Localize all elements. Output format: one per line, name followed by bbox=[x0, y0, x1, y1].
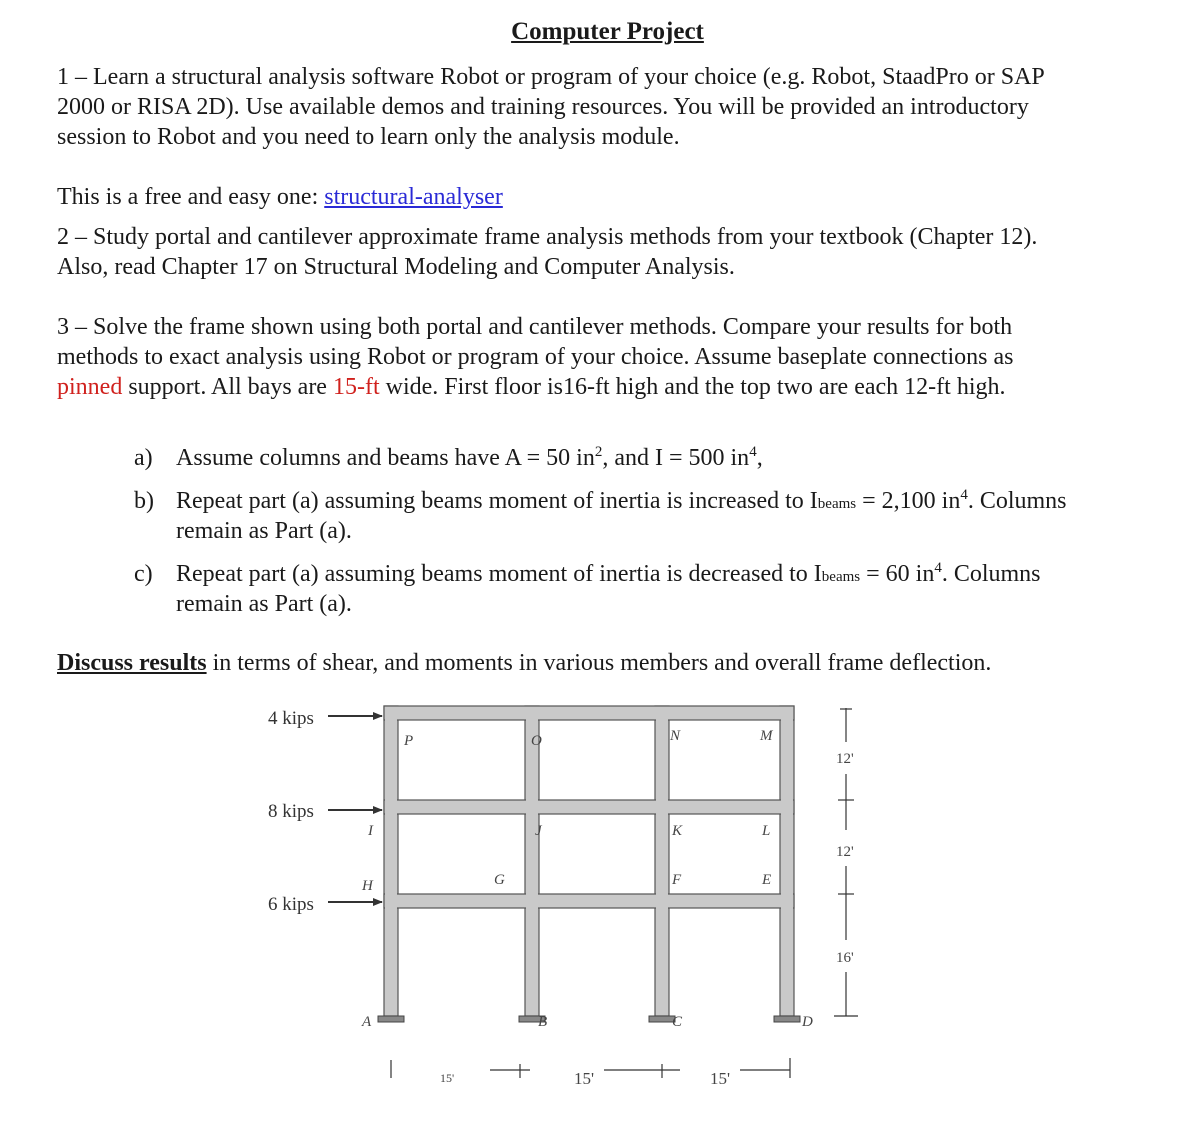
paragraph-1-line-3: session to Robot and you need to learn only the analysis module. bbox=[57, 124, 680, 150]
item-a bbox=[134, 443, 1174, 473]
node-label-k: K bbox=[672, 823, 683, 839]
node-label-n: N bbox=[670, 728, 681, 744]
node-label-g: G bbox=[494, 872, 505, 888]
structural-analyser-link[interactable]: structural-analyser bbox=[324, 184, 503, 210]
span-dimension-3: 15' bbox=[710, 1069, 731, 1088]
paragraph-2-line-1: 2 – Study portal and cantilever approximate frame analysis methods from your textbook (Chapter 12). bbox=[57, 224, 1038, 250]
bay-width-highlight: 15-ft bbox=[332, 374, 380, 400]
page-title: Computer Project bbox=[511, 18, 704, 45]
node-label-h: H bbox=[362, 878, 373, 894]
node-label-o: O bbox=[531, 733, 542, 749]
paragraph-2-line-2: Also, read Chapter 17 on Structural Modeling and Computer Analysis. bbox=[57, 254, 735, 280]
paragraph-1-line-1: 1 – Learn a structural analysis software Robot or program of your choice (e.g. Robot, StaadPro or SAP bbox=[57, 64, 1045, 90]
discuss-line bbox=[57, 648, 991, 678]
node-label-e: E bbox=[762, 872, 772, 888]
discuss-text: in terms of shear, and moments in various members and overall frame deflection. bbox=[206, 650, 992, 676]
item-c bbox=[134, 559, 1174, 619]
paragraph-3-line-3 bbox=[57, 372, 1006, 402]
height-dimension-top: 12' bbox=[836, 751, 854, 767]
height-dimension-middle: 12' bbox=[836, 844, 854, 860]
node-label-f: F bbox=[672, 872, 682, 888]
node-label-p: P bbox=[404, 733, 414, 749]
node-label-d: D bbox=[802, 1014, 813, 1030]
paragraph-3-line-2: methods to exact analysis using Robot or program of your choice. Assume baseplate connections as bbox=[57, 344, 1014, 370]
node-label-c: C bbox=[672, 1014, 683, 1030]
paragraph-3-text-a: support. All bays are bbox=[122, 374, 333, 400]
load-8-kips: 8 kips bbox=[268, 801, 314, 822]
item-c-text: Repeat part (a) assuming beams moment of inertia is decreased to Ibeams = 60 $in^4$. Columns bbox=[176, 560, 1041, 587]
item-b-line-2: remain as Part (a). bbox=[176, 518, 352, 544]
item-a-label: a) bbox=[134, 445, 153, 471]
supports bbox=[378, 1016, 800, 1022]
discuss-results-heading: Discuss results bbox=[57, 650, 207, 676]
span-dimension-2: 15' bbox=[574, 1069, 595, 1088]
node-label-i: I bbox=[368, 823, 373, 839]
item-b-label: b) bbox=[134, 488, 154, 514]
frame-figure bbox=[0, 690, 1195, 1090]
node-label-l: L bbox=[762, 823, 771, 839]
node-label-j: J bbox=[535, 823, 542, 839]
height-dimension-bottom: 16' bbox=[836, 950, 854, 966]
span-dimension-1: 15' bbox=[440, 1071, 455, 1085]
load-6-kips: 6 kips bbox=[268, 894, 314, 915]
paragraph-3-line-1: 3 – Solve the frame shown using both portal and cantilever methods. Compare your results for both bbox=[57, 314, 1013, 340]
node-label-b: B bbox=[538, 1014, 548, 1030]
node-label-m: M bbox=[760, 728, 773, 744]
paragraph-1-line-2: 2000 or RISA 2D). Use available demos and training resources. You will be provided an introductory bbox=[57, 94, 1029, 120]
paragraph-3-text-b: wide. First floor is16-ft high and the top two are each 12-ft high. bbox=[379, 374, 1006, 400]
free-tool-text: This is a free and easy one: bbox=[57, 184, 325, 210]
free-tool-line bbox=[57, 182, 503, 212]
load-4-kips: 4 kips bbox=[268, 708, 314, 729]
item-a-text: Assume columns and beams have A = 50 $in^2$, and I = 500 $in^4$, bbox=[176, 444, 763, 471]
item-c-label: c) bbox=[134, 561, 153, 587]
node-label-a: A bbox=[362, 1014, 372, 1030]
item-b-text: Repeat part (a) assuming beams moment of inertia is increased to Ibeams = 2,100 $in^4$. Columns bbox=[176, 487, 1067, 514]
item-b bbox=[134, 486, 1174, 546]
pinned-highlight: pinned bbox=[57, 374, 123, 400]
frame-members bbox=[384, 706, 794, 1016]
item-c-line-2: remain as Part (a). bbox=[176, 591, 352, 617]
